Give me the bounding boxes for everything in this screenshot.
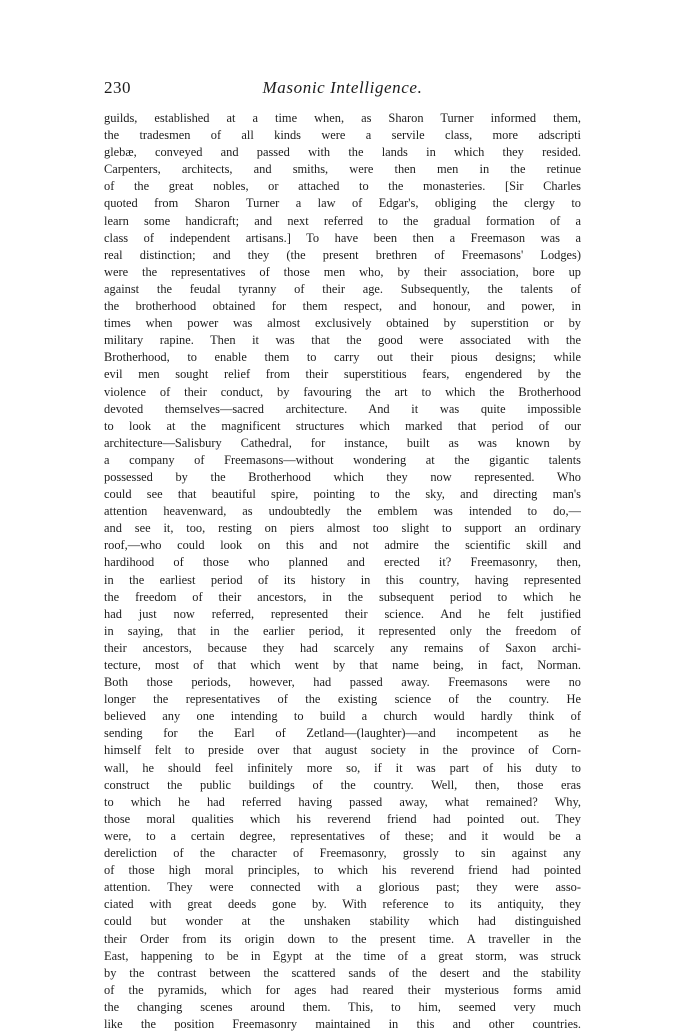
running-title: Masonic Intelligence. [262, 78, 423, 97]
text-line: could see that beautiful spire, pointing to the sky, and directing man's [104, 487, 581, 502]
text-line: by the contrast between the scattered sands of the desert and the stability [104, 965, 581, 980]
text-line: construct the public buildings of the country. Well, then, those eras [104, 777, 581, 792]
body-paragraph [104, 110, 581, 1033]
text-line: quoted from Sharon Turner a law of Edgar's, obliging the clergy to [104, 196, 581, 211]
text-line: their ancestors, because they had scarcely any remains of Saxon archi- [104, 640, 581, 655]
text-line: military rapine. Then it was that the good were associated with the [104, 333, 581, 348]
text-line: like the position Freemasonry maintained in this and other countries. [104, 1016, 581, 1031]
text-line: in saying, that in the earlier period, it represented only the freedom of [104, 623, 581, 638]
text-line: against the feudal tyranny of their age. Subsequently, the talents of [104, 281, 581, 296]
text-line: were, to a certain degree, representatives of these; and it would be a [104, 828, 581, 843]
text-line: dereliction of the character of Freemasonry, grossly to sin against any [104, 846, 581, 861]
text-line: learn some handicraft; and next referred to the gradual formation of a [104, 213, 581, 228]
text-line: could but wonder at the unshaken stability which had distinguished [104, 914, 581, 929]
text-line: roof,—who could look on this and not admire the scientific skill and [104, 538, 581, 553]
text-line: himself felt to preside over that august society in the province of Corn- [104, 743, 581, 758]
text-line: guilds, established at a time when, as Sharon Turner informed them, [104, 111, 581, 125]
text-line: sending for the Earl of Zetland—(laughter)—and incompetent as he [104, 726, 581, 741]
text-line: to look at the magnificent structures which marked that period of our [104, 418, 581, 433]
text-line: the changing scenes around them. This, to him, seemed very much [104, 999, 581, 1014]
text-line: wall, he should feel infinitely more so, if it was part of his duty to [104, 760, 581, 775]
text-line: violence of their conduct, by favouring the art to which the Brotherhood [104, 384, 581, 399]
text-line: ciated with great deeds gone by. With reference to its antiquity, they [104, 897, 581, 912]
text-line: Both those periods, however, had passed away. Freemasons were no [104, 675, 581, 690]
text-line: believed any one intending to build a church would hardly think of [104, 709, 581, 724]
text-line: Carpenters, architects, and smiths, were then men in the retinue [104, 162, 581, 177]
text-line: of the great nobles, or attached to the monasteries. [Sir Charles [104, 179, 581, 194]
text-line: architecture—Salisbury Cathedral, for instance, built as was known by [104, 435, 581, 450]
text-line: real distinction; and they (the present brethren of Freemasons' Lodges) [104, 247, 581, 262]
text-line: Brotherhood, to enable them to carry out their pious designs; while [104, 350, 581, 365]
text-line: and see it, too, resting on piers almost too slight to support an ordinary [104, 521, 581, 536]
text-line: glebæ, conveyed and passed with the lands in which they resided. [104, 145, 581, 160]
text-line: those moral qualities which his reverend friend had pointed out. They [104, 811, 581, 826]
page-number: 230 [104, 78, 131, 97]
text-line: times when power was almost exclusively obtained by superstition or by [104, 316, 581, 331]
text-line: attention. They were connected with a glorious past; they were asso- [104, 880, 581, 895]
text-line: to which he had referred having passed away, what remained? Why, [104, 794, 581, 809]
text-line: the freedom of their ancestors, in the subsequent period to which he [104, 589, 581, 604]
text-line: the tradesmen of all kinds were a servile class, more adscripti [104, 128, 581, 143]
document-page [104, 78, 581, 1033]
text-line: of those high moral principles, to which his reverend friend had pointed [104, 863, 581, 878]
text-line: a company of Freemasons—without wondering at the gigantic talents [104, 452, 581, 467]
text-line: longer the representatives of the existing science of the country. He [104, 692, 581, 707]
text-line: tecture, most of that which went by that name being, in fact, Norman. [104, 658, 581, 672]
text-line: their Order from its origin down to the present time. A traveller in the [104, 931, 581, 946]
text-line: in the earliest period of its history in this country, having represented [104, 572, 581, 587]
text-line: East, happening to be in Egypt at the time of a great storm, was struck [104, 948, 581, 963]
text-line: class of independent artisans.] To have been then a Freemason was a [104, 230, 581, 245]
text-line: had just now referred, represented their science. And he felt justified [104, 606, 581, 621]
text-line: possessed by the Brotherhood which they now represented. Who [104, 469, 581, 484]
text-line: devoted themselves—sacred architecture. And it was quite impossible [104, 401, 581, 416]
text-line: were the representatives of those men who, by their association, bore up [104, 264, 581, 279]
text-line: of the pyramids, which for ages had reared their mysterious forms amid [104, 982, 581, 997]
text-line: evil men sought relief from their superstitious fears, engendered by the [104, 367, 581, 382]
text-line: the brotherhood obtained for them respect, and honour, and power, in [104, 299, 581, 314]
text-line: attention heavenward, as undoubtedly the emblem was intended to do,— [104, 504, 581, 519]
page-header [104, 78, 581, 104]
text-line: hardihood of those who planned and erected it? Freemasonry, then, [104, 555, 581, 570]
